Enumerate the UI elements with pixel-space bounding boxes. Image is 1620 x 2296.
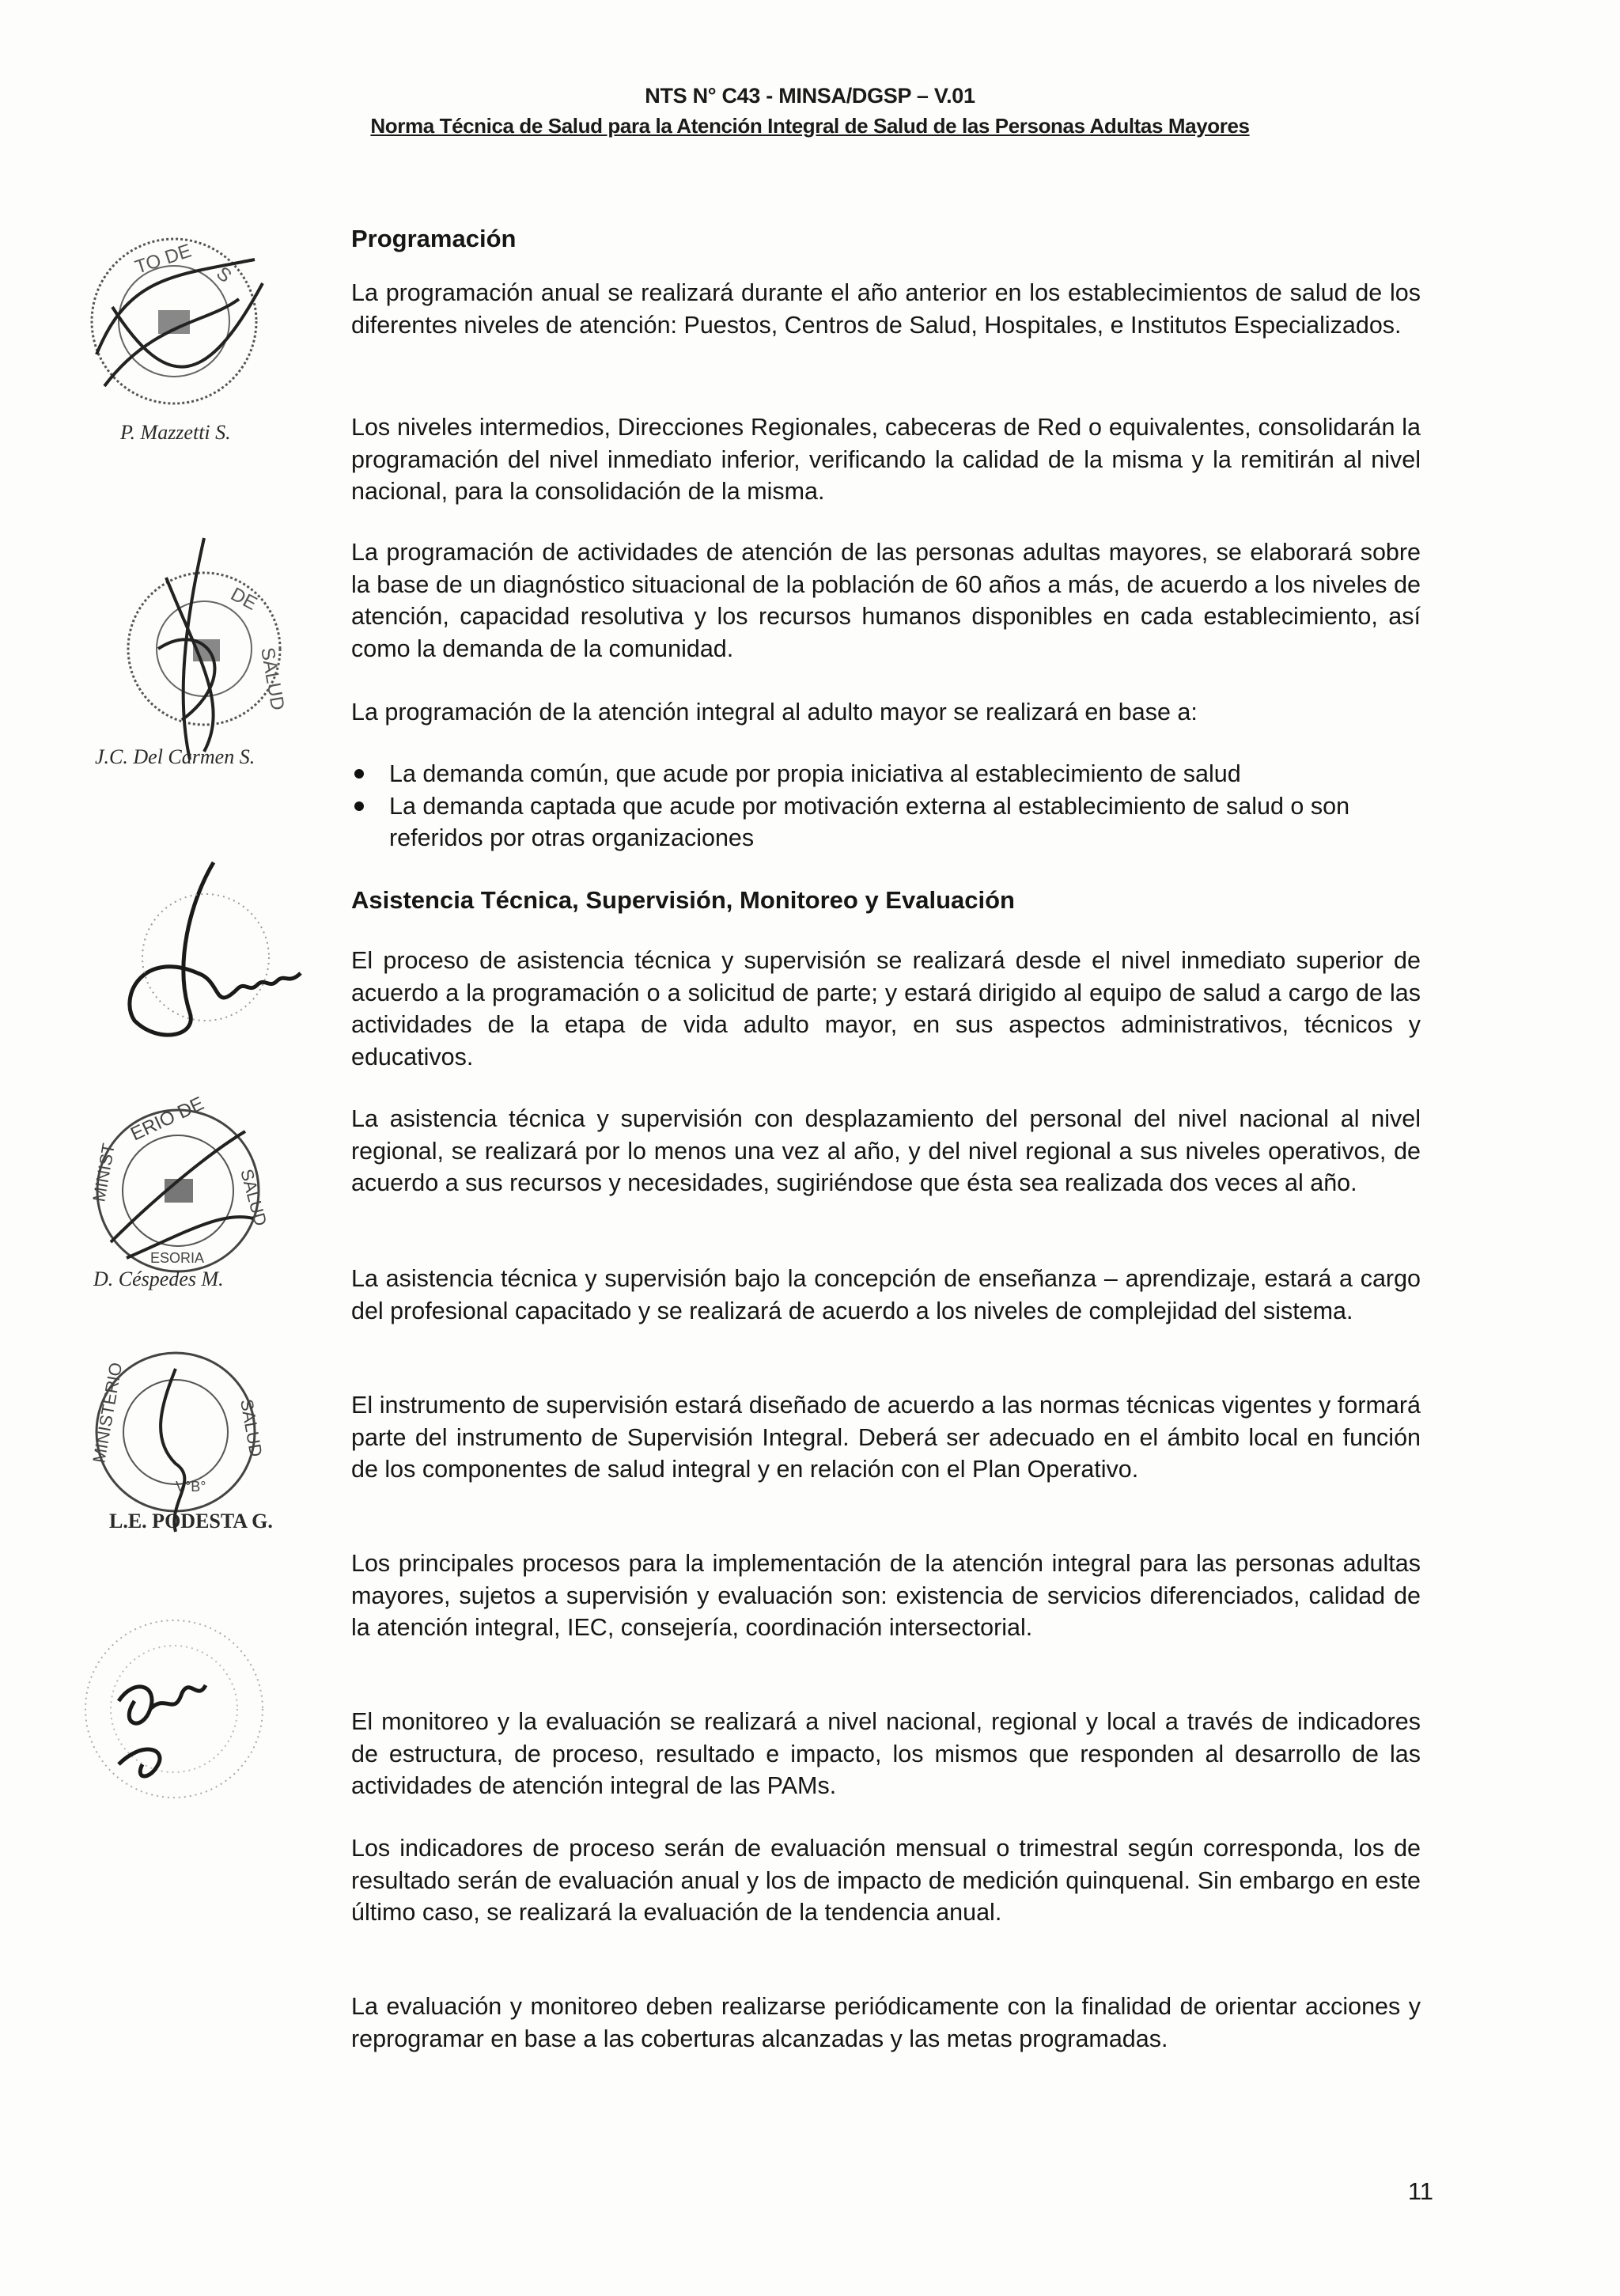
paragraph-text: El monitoreo y la evaluación se realizará a nivel nacional, regional y local a través de indicadores de estructura, de proceso, resultado e impacto, los mismos que responden al desarrollo de las actividades de atención integral de las PAMs. [351,1708,1421,1799]
paragraph [351,945,1421,1073]
list-item-text: La demanda captada que acude por motivación externa al establecimiento de salud o son referidos por otras organizaciones [389,792,1350,851]
document-title: Norma Técnica de Salud para la Atención Integral de Salud de las Personas Adultas Mayores [370,114,1250,138]
bullet-list [351,758,1421,854]
paragraph-text: Los indicadores de proceso serán de evaluación mensual o trimestral según corresponda, los de resultado serán de evaluación anual y los de impacto de medición quinquenal. Sin embargo en este último caso, se realizará la evaluación de la tendencia anual. [351,1835,1421,1926]
document-code: NTS N° C43 - MINSA/DGSP – V.01 [645,84,975,108]
paragraph-text: La asistencia técnica y supervisión con desplazamiento del personal del nivel nacional al nivel regional, se realizará por lo menos una vez al año, y del nivel regional a sus niveles operativos, de acuerdo a sus recursos y necesidades, sugiriéndose que ésta sea realizada dos veces al año. [351,1105,1421,1196]
svg-text:MINISTERIO: MINISTERIO [89,1361,127,1464]
paragraph [351,696,1421,729]
paragraph [351,1263,1421,1327]
svg-text:SALUD: SALUD [237,1166,271,1229]
paragraph-text: La programación de la atención integral al adulto mayor se realizará en base a: [351,699,1198,726]
section-asistencia [351,885,1421,916]
paragraph-text: El instrumento de supervisión estará diseñado de acuerdo a las normas técnicas vigentes y formará parte del instrumento de Supervisión Integral. Deberá ser adecuado en el ámbito local en función de los componentes de salud integral y en relación con el Plan Operativo. [351,1392,1421,1483]
paragraph [351,1991,1421,2055]
svg-text:ESORIA: ESORIA [150,1250,205,1266]
bullet-icon [354,801,364,811]
paragraph [351,1548,1421,1644]
svg-text:S: S [212,262,236,287]
paragraph [351,1706,1421,1802]
paragraph-text: Los niveles intermedios, Direcciones Regionales, cabeceras de Red o equivalentes, consolidarán la programación del nivel inmediato inferior, verificando la calidad de la misma y la remitirán al nivel nacional, para la consolidación de la misma. [351,414,1421,505]
official-seal-stamp [87,1093,271,1282]
svg-text:V°B°: V°B° [176,1479,206,1495]
svg-text:SALUD: SALUD [256,646,289,712]
svg-text:TO DE: TO DE [132,240,195,278]
paragraph [351,1103,1421,1199]
list-item [351,790,1421,854]
signatory-caption: P. Mazzetti S. [120,421,231,444]
svg-text:MINIST: MINIST [89,1142,119,1203]
paragraph-text: La asistencia técnica y supervisión bajo la concepción de enseñanza – aprendizaje, estará a cargo del profesional capacitado y se realizará de acuerdo a los niveles de complejidad del sistema. [351,1265,1421,1324]
svg-text:DE: DE [227,583,261,615]
svg-text:ERIO DE: ERIO DE [127,1093,207,1146]
paragraph [351,411,1421,508]
paragraph [351,1389,1421,1486]
paragraph-text: El proceso de asistencia técnica y supervisión se realizará desde el nivel inmediato superior de acuerdo a la programación o a solicitud de parte; y estará dirigido al equipo de salud a cargo de las actividades de la etapa de vida adulto mayor, en sus aspectos administrativos, técnicos y educativos. [351,947,1421,1070]
handwritten-signature [71,1606,277,1812]
section-heading: Programación [351,225,517,252]
handwritten-signature [111,854,316,1052]
list-item-text: La demanda común, que acude por propia iniciativa al establecimiento de salud [389,760,1241,787]
paragraph-text: La programación anual se realizará durante el año anterior en los establecimientos de salud de los diferentes niveles de atención: Puestos, Centros de Salud, Hospitales, e Institutos Especializados. [351,279,1421,339]
official-seal-stamp [89,1345,267,1535]
paragraph [351,536,1421,665]
signatory-caption: J.C. Del Carmen S. [95,745,255,768]
list-item [351,758,1421,790]
signatory-caption: L.E. PODESTA G. [109,1510,273,1533]
paragraph [351,1832,1421,1929]
paragraph-text: La evaluación y monitoreo deben realizarse periódicamente con la finalidad de orientar acciones y reprogramar en base a las coberturas alcanzadas y las metas programadas. [351,1993,1421,2052]
paragraph-text: La programación de actividades de atención de las personas adultas mayores, se elaborará sobre la base de un diagnóstico situacional de la población de 60 años a más, de acuerdo a los niveles de atención, capacidad resolutiva y los recursos humanos disponibles en cada establecimiento, así como la demanda de la comunidad. [351,539,1421,662]
official-seal-stamp [81,228,271,418]
official-seal-stamp [111,530,301,767]
paragraph [351,277,1421,341]
section-heading: Asistencia Técnica, Supervisión, Monitoreo y Evaluación [351,886,1015,914]
section-programacion [351,223,1421,255]
signatory-caption: D. Céspedes M. [93,1267,224,1290]
svg-text:SALUD: SALUD [237,1397,267,1459]
page-number: 11 [1407,2177,1433,2205]
paragraph-text: Los principales procesos para la implementación de la atención integral para las personas adultas mayores, sujetos a supervisión y evaluación son: existencia de servicios diferenciados, calidad de la atención integral, IEC, consejería, coordinación intersectorial. [351,1550,1421,1641]
bullet-icon [354,769,364,779]
